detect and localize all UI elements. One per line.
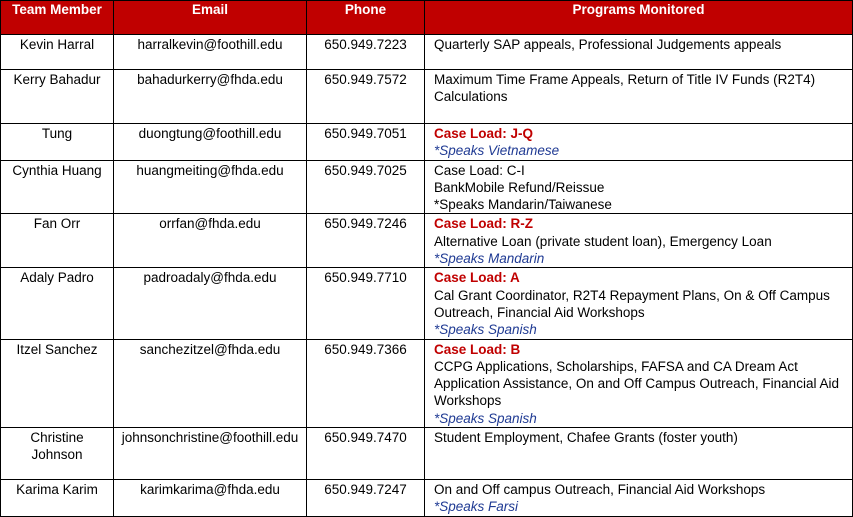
team-member-name: Kevin Harral [1, 35, 114, 70]
phone-number: 650.949.7025 [307, 160, 425, 214]
team-member-name: Christine Johnson [1, 428, 114, 480]
program-line: Alternative Loan (private student loan), Emergency Loan [434, 233, 772, 249]
program-line: On and Off campus Outreach, Financial Aid Workshops [434, 482, 766, 498]
program-line: Quarterly SAP appeals, Professional Judgements appeals [434, 37, 782, 52]
case-load-label: Case Load: A [434, 270, 520, 286]
email-address[interactable]: duongtung@foothill.edu [114, 124, 307, 161]
program-line: BankMobile Refund/Reissue [434, 179, 605, 195]
team-member-name: Tung [1, 124, 114, 161]
programs-monitored [425, 124, 853, 161]
email-address[interactable]: orrfan@fhda.edu [114, 214, 307, 268]
programs-monitored [425, 160, 853, 214]
case-load-label: Case Load: R-Z [434, 216, 534, 232]
phone-number: 650.949.7246 [307, 214, 425, 268]
email-address[interactable]: johnsonchristine@foothill.edu [114, 428, 307, 480]
phone-number: 650.949.7247 [307, 480, 425, 517]
case-load-label: Case Load: B [434, 341, 521, 357]
header-row [1, 1, 853, 35]
team-member-name: Adaly Padro [1, 268, 114, 339]
programs-monitored [425, 428, 853, 480]
case-load-label: Case Load: J-Q [434, 126, 534, 141]
table-row [1, 428, 853, 480]
phone-number: 650.949.7366 [307, 339, 425, 427]
programs-monitored [425, 339, 853, 427]
table-row [1, 70, 853, 124]
program-line: Cal Grant Coordinator, R2T4 Repayment Plans, On & Off Campus Outreach, Financial Aid Workshops [434, 287, 830, 320]
programs-monitored [425, 70, 853, 124]
table-row [1, 268, 853, 339]
team-member-name: Fan Orr [1, 214, 114, 268]
team-member-name: Kerry Bahadur [1, 70, 114, 124]
email-address[interactable]: harralkevin@foothill.edu [114, 35, 307, 70]
email-address[interactable]: karimkarima@fhda.edu [114, 480, 307, 517]
phone-number: 650.949.7223 [307, 35, 425, 70]
email-address[interactable]: sanchezitzel@fhda.edu [114, 339, 307, 427]
program-line: CCPG Applications, Scholarships, FAFSA and CA Dream Act Application Assistance, On and Off Campus Outreach, Financial Aid Workshops [434, 358, 839, 409]
table-row [1, 480, 853, 517]
team-member-name: Cynthia Huang [1, 160, 114, 214]
language-note: *Speaks Spanish [434, 410, 537, 426]
programs-monitored [425, 35, 853, 70]
programs-monitored [425, 480, 853, 517]
program-line: *Speaks Mandarin/Taiwanese [434, 197, 612, 213]
language-note: *Speaks Mandarin [434, 251, 545, 267]
language-note: *Speaks Vietnamese [434, 143, 560, 159]
email-address[interactable]: huangmeiting@fhda.edu [114, 160, 307, 214]
header-team-member: Team Member [1, 1, 114, 35]
language-note: *Speaks Spanish [434, 322, 537, 338]
email-address[interactable]: bahadurkerry@fhda.edu [114, 70, 307, 124]
team-member-name: Karima Karim [1, 480, 114, 517]
table-row [1, 339, 853, 427]
phone-number: 650.949.7470 [307, 428, 425, 480]
table-row [1, 35, 853, 70]
program-line: Student Employment, Chafee Grants (foster youth) [434, 430, 738, 446]
table-row [1, 124, 853, 161]
programs-monitored [425, 214, 853, 268]
table-row [1, 214, 853, 268]
program-line: Case Load: C-I [434, 162, 525, 178]
phone-number: 650.949.7710 [307, 268, 425, 339]
table-row [1, 160, 853, 214]
header-email: Email [114, 1, 307, 35]
team-member-name: Itzel Sanchez [1, 339, 114, 427]
phone-number: 650.949.7051 [307, 124, 425, 161]
header-programs: Programs Monitored [425, 1, 853, 35]
header-phone: Phone [307, 1, 425, 35]
programs-monitored [425, 268, 853, 339]
phone-number: 650.949.7572 [307, 70, 425, 124]
email-address[interactable]: padroadaly@fhda.edu [114, 268, 307, 339]
language-note: *Speaks Farsi [434, 499, 519, 515]
program-line: Maximum Time Frame Appeals, Return of Title IV Funds (R2T4) Calculations [434, 72, 816, 105]
